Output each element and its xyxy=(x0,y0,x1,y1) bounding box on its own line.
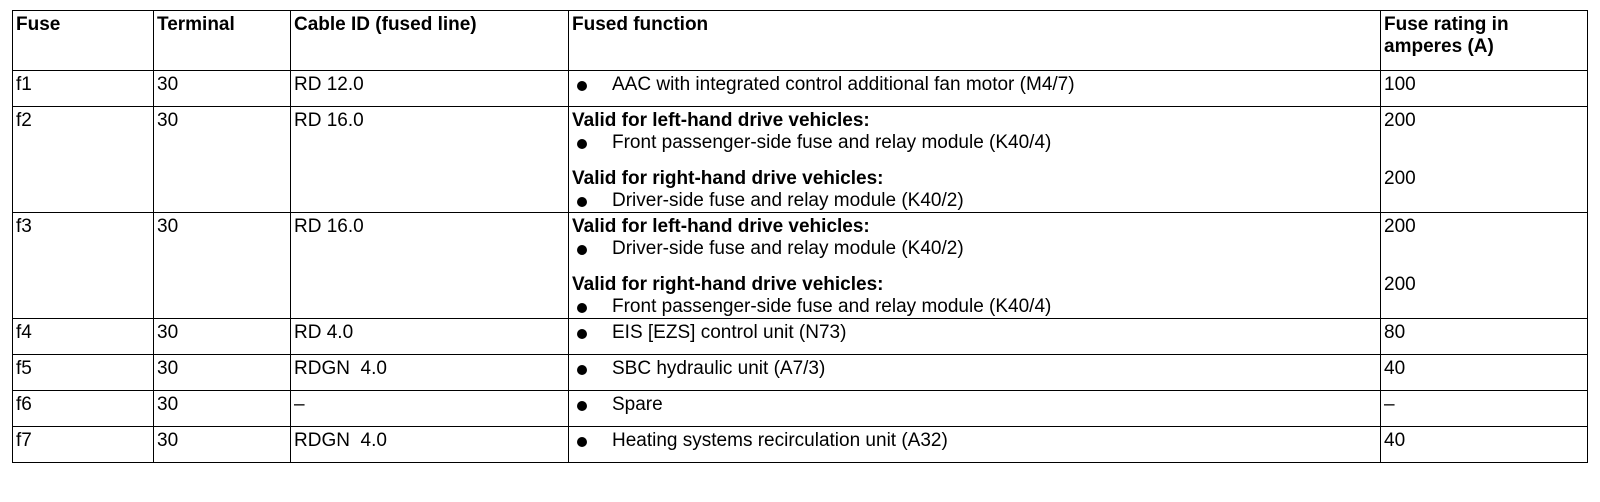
variant-group xyxy=(572,110,1377,154)
variant-group xyxy=(572,216,1377,260)
table-row xyxy=(13,319,1588,355)
cable-cell: RD 16.0 xyxy=(291,213,569,319)
function-text: SBC hydraulic unit (A7/3) xyxy=(612,358,826,379)
terminal-cell: 30 xyxy=(154,213,291,319)
cable-cell: RD 16.0 xyxy=(291,107,569,213)
variant-heading: Valid for right-hand drive vehicles: xyxy=(572,168,884,189)
variant-group xyxy=(572,168,1377,212)
terminal-cell: 30 xyxy=(154,355,291,391)
fuse-cell: f5 xyxy=(13,355,154,391)
variant-heading: Valid for left-hand drive vehicles: xyxy=(572,110,870,131)
function-text: Spare xyxy=(612,394,663,415)
terminal-cell: 30 xyxy=(154,319,291,355)
bullet-icon xyxy=(577,329,587,339)
rating-value: 200 xyxy=(1384,216,1416,237)
cable-cell: RD 12.0 xyxy=(291,71,569,107)
bullet-icon xyxy=(577,365,587,375)
terminal-cell: 30 xyxy=(154,391,291,427)
function-text: Front passenger-side fuse and relay module (K40/4) xyxy=(612,132,1052,153)
variant-group xyxy=(572,274,1377,318)
function-cell xyxy=(569,213,1381,319)
header-fuse-rating: Fuse rating in amperes (A) xyxy=(1381,11,1588,71)
fuse-cell: f7 xyxy=(13,427,154,463)
function-text: Front passenger-side fuse and relay module (K40/4) xyxy=(612,296,1052,317)
fuse-cell: f2 xyxy=(13,107,154,213)
function-cell xyxy=(569,355,1381,391)
function-text: Driver-side fuse and relay module (K40/2) xyxy=(612,238,964,259)
bullet-icon xyxy=(577,437,587,447)
fuse-table xyxy=(12,10,1588,463)
terminal-cell: 30 xyxy=(154,71,291,107)
rating-cell xyxy=(1381,107,1588,213)
rating-cell: 40 xyxy=(1381,427,1588,463)
bullet-icon xyxy=(577,401,587,411)
function-text: Heating systems recirculation unit (A32) xyxy=(612,430,948,451)
table-row xyxy=(13,355,1588,391)
variant-heading: Valid for right-hand drive vehicles: xyxy=(572,274,884,295)
rating-value: 200 xyxy=(1384,274,1416,295)
fuse-cell: f4 xyxy=(13,319,154,355)
cable-cell: RDGN 4.0 xyxy=(291,427,569,463)
bullet-icon xyxy=(577,139,587,149)
function-cell xyxy=(569,427,1381,463)
cable-cell: RD 4.0 xyxy=(291,319,569,355)
rating-cell: 40 xyxy=(1381,355,1588,391)
bullet-icon xyxy=(577,303,587,313)
fuse-cell: f3 xyxy=(13,213,154,319)
function-cell xyxy=(569,71,1381,107)
rating-cell xyxy=(1381,213,1588,319)
bullet-icon xyxy=(577,81,587,91)
function-cell xyxy=(569,319,1381,355)
bullet-icon xyxy=(577,245,587,255)
table-row xyxy=(13,71,1588,107)
table-row xyxy=(13,427,1588,463)
function-text: Driver-side fuse and relay module (K40/2) xyxy=(612,190,964,211)
rating-cell: – xyxy=(1381,391,1588,427)
function-cell xyxy=(569,391,1381,427)
rating-cell: 100 xyxy=(1381,71,1588,107)
function-cell xyxy=(569,107,1381,213)
header-fused-function: Fused function xyxy=(569,11,1381,71)
function-text: EIS [EZS] control unit (N73) xyxy=(612,322,847,343)
header-row xyxy=(13,11,1588,71)
header-terminal: Terminal xyxy=(154,11,291,71)
table-row xyxy=(13,391,1588,427)
terminal-cell: 30 xyxy=(154,427,291,463)
header-cable-id: Cable ID (fused line) xyxy=(291,11,569,71)
rating-cell: 80 xyxy=(1381,319,1588,355)
fuse-cell: f6 xyxy=(13,391,154,427)
function-text: AAC with integrated control additional fan motor (M4/7) xyxy=(612,74,1075,95)
rating-value: 200 xyxy=(1384,168,1416,189)
cable-cell: RDGN 4.0 xyxy=(291,355,569,391)
bullet-icon xyxy=(577,197,587,207)
table-row xyxy=(13,107,1588,213)
header-fuse: Fuse xyxy=(13,11,154,71)
rating-value: 200 xyxy=(1384,110,1416,131)
variant-heading: Valid for left-hand drive vehicles: xyxy=(572,216,870,237)
table-row xyxy=(13,213,1588,319)
terminal-cell: 30 xyxy=(154,107,291,213)
fuse-cell: f1 xyxy=(13,71,154,107)
cable-cell: – xyxy=(291,391,569,427)
